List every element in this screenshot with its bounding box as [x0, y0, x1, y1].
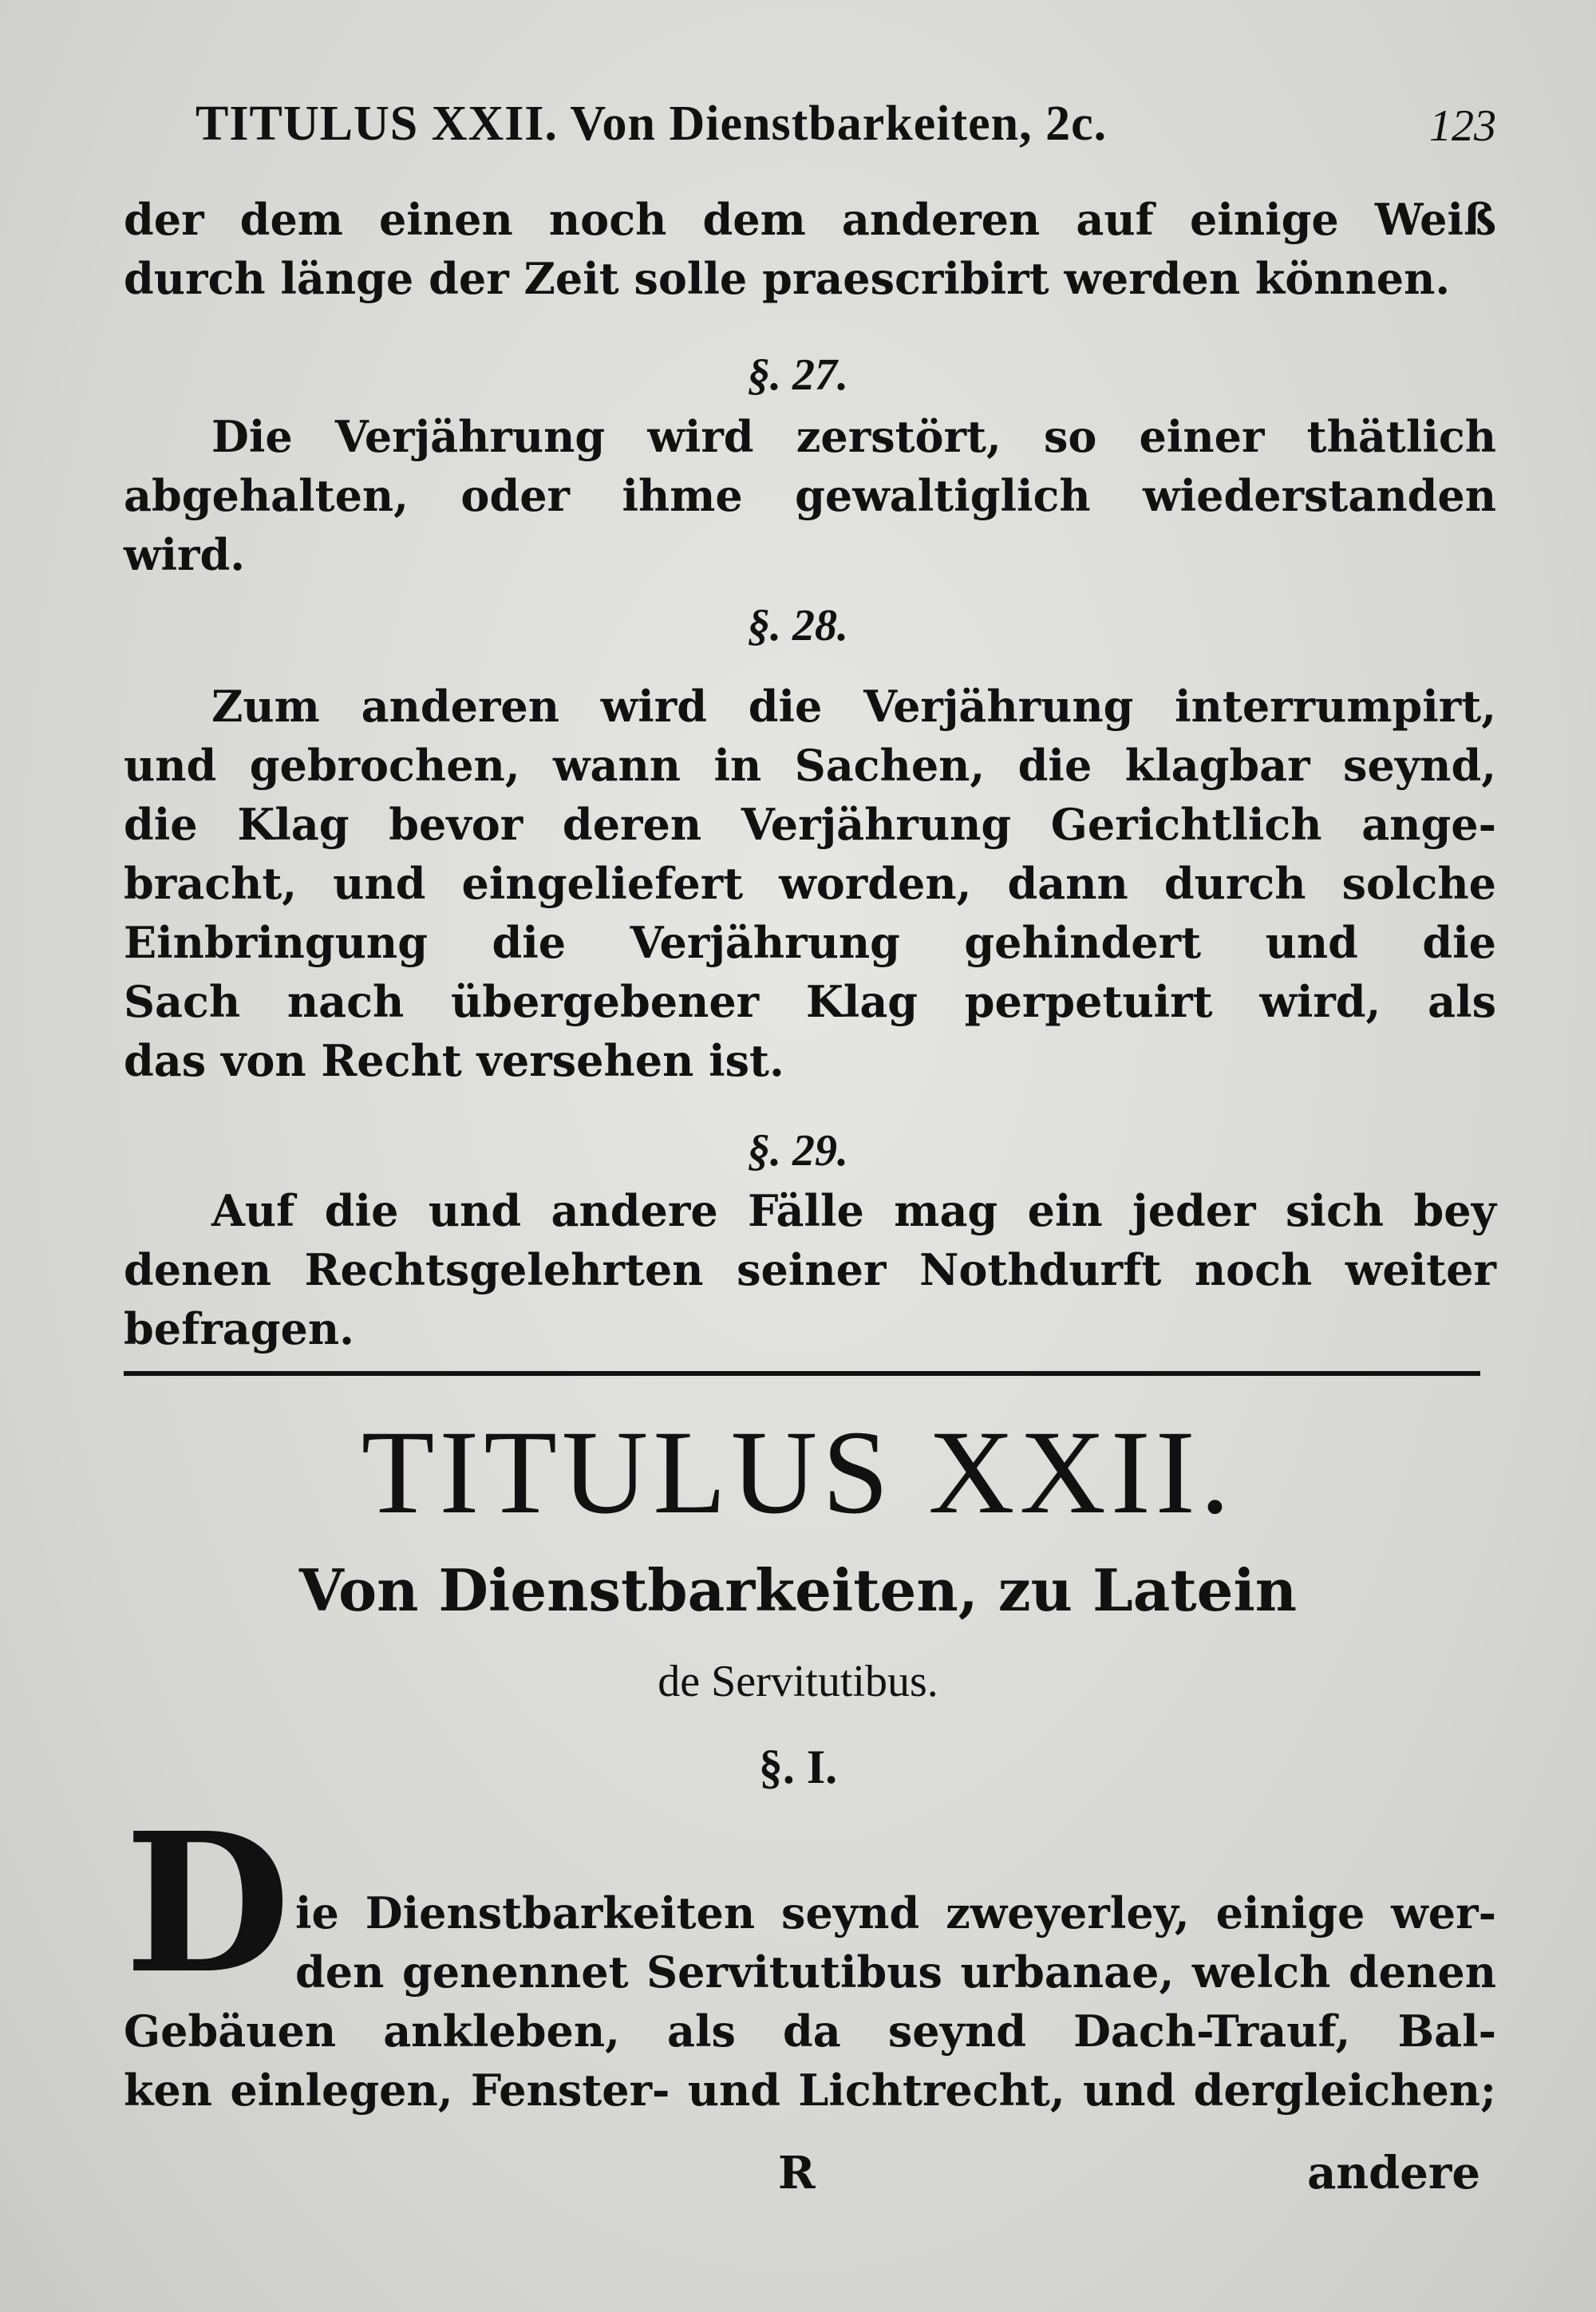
page-number: 123 [1429, 101, 1496, 151]
page-footer [124, 2147, 1480, 2219]
text-line: abgehalten, oder ihme gewaltiglich wiederstanden [124, 470, 1496, 521]
section-1-paragraph [124, 1883, 1496, 2120]
text-line: befragen. [124, 1303, 354, 1354]
text-line: die Klag bevor deren Verjährung Gerichtlich ange- [124, 799, 1496, 850]
text-line: ken einlegen, Fenster- und Lichtrecht, und dergleichen; [124, 2065, 1496, 2116]
text-line: Sach nach übergebener Klag perpetuirt wird, als [124, 976, 1496, 1027]
text-line: ie Dienstbarkeiten seynd zweyerley, einige wer- [295, 1887, 1496, 1939]
running-title: TITULUS XXII. Von Dienstbarkeiten, 2c. [196, 97, 1108, 151]
text-line: bracht, und eingeliefert worden, dann durch solche [124, 858, 1496, 909]
text-line: wird. [124, 529, 246, 580]
text-line: und gebrochen, wann in Sachen, die klagbar seynd, [124, 740, 1496, 791]
text-line: Zum anderen wird die Verjährung interrumpirt, [211, 681, 1496, 732]
text-line: der dem einen noch dem anderen auf einige Weiß [124, 194, 1496, 245]
section-divider-rule [124, 1371, 1480, 1376]
text-line: Einbringung die Verjährung gehindert und die [124, 917, 1496, 968]
signature-mark: R [778, 2147, 816, 2199]
section-mark-1: §. I. [758, 1741, 838, 1793]
section-27-paragraph [124, 407, 1496, 584]
chapter-subtitle: Von Dienstbarkeiten, zu Latein [298, 1556, 1298, 1624]
catchword: andere [1307, 2147, 1480, 2199]
text-line: Auf die und andere Fälle mag ein jeder sich bey [211, 1185, 1496, 1236]
chapter-title: TITULUS XXII. [361, 1406, 1235, 1539]
text-line: denen Rechtsgelehrten seiner Nothdurft noch weiter [124, 1244, 1496, 1295]
section-28-paragraph [124, 677, 1496, 1090]
text-line: durch länge der Zeit solle praescribirt werden können. [124, 253, 1451, 304]
section-29-paragraph [124, 1181, 1496, 1358]
text-line: Gebäuen ankleben, als da seynd Dach-Trauf, Bal- [124, 2006, 1496, 2057]
section-mark-28: §. 28. [748, 601, 848, 650]
text-line: Die Verjährung wird zerstört, so einer thätlich [211, 411, 1496, 462]
drop-capital: D [124, 1791, 291, 2016]
chapter-latin-subtitle: de Servitutibus. [658, 1657, 938, 1706]
section-mark-27: §. 27. [748, 350, 848, 400]
text-line: das von Recht versehen ist. [124, 1035, 784, 1086]
section-mark-29: §. 29. [748, 1126, 848, 1176]
running-header [196, 96, 1496, 168]
text-line: den genennet Servitutibus urbanae, welch denen [295, 1946, 1496, 1998]
continued-paragraph [124, 190, 1496, 308]
